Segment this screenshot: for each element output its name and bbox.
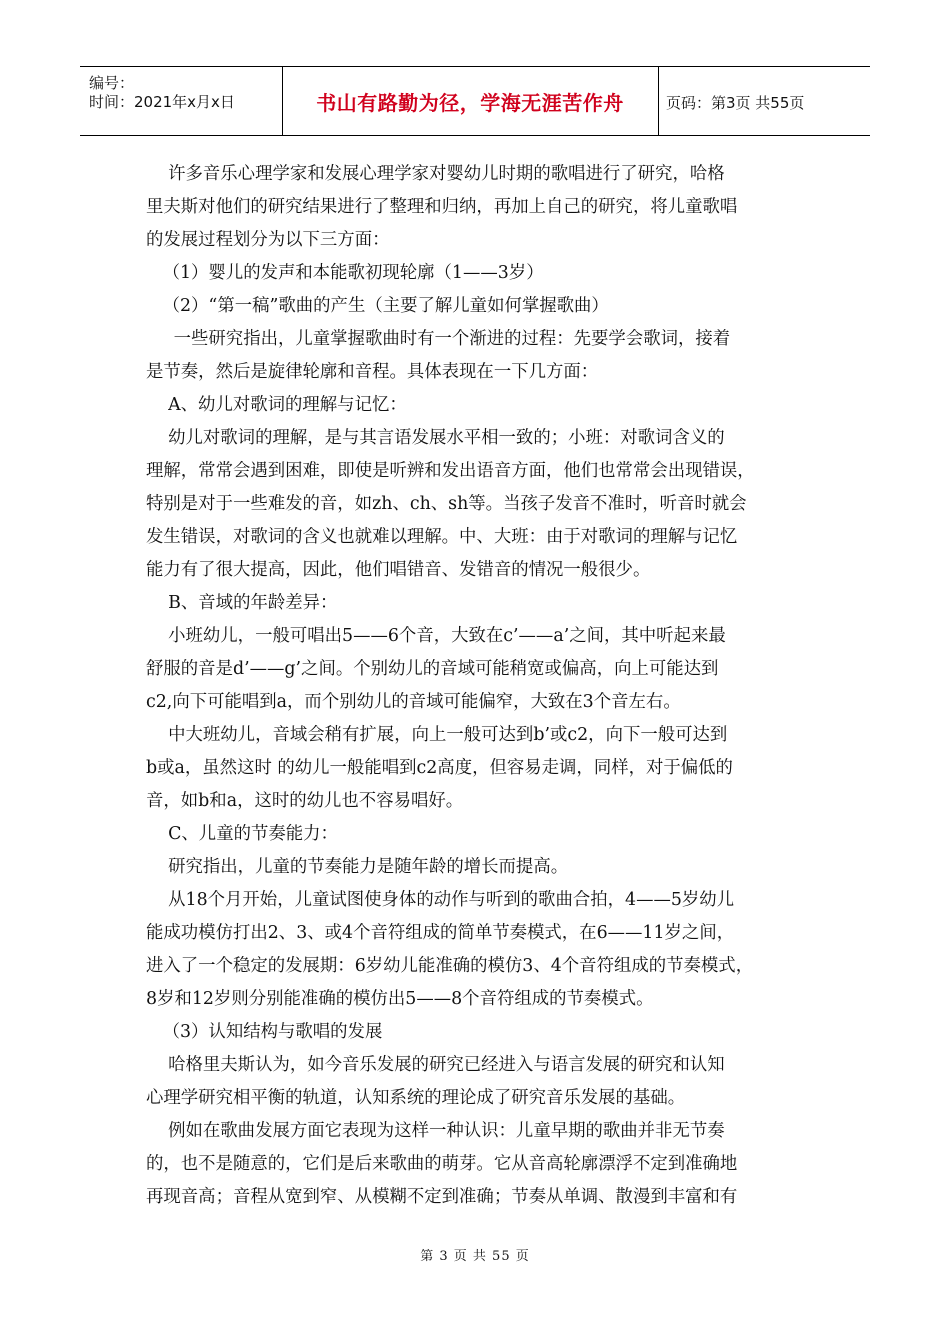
text-line: A、幼儿对歌词的理解与记忆： <box>146 395 407 415</box>
text-line: 中大班幼儿，音域会稍有扩展，向上一般可达到b’或c2，向下一般可达到 <box>146 725 728 745</box>
text-line: （3）认知结构与歌唱的发展 <box>146 1022 383 1042</box>
text-line: c2,向下可能唱到a，而个别幼儿的音域可能偏窄，大致在3个音左右。 <box>146 692 681 712</box>
text-line: 幼儿对歌词的理解，是与其言语发展水平相一致的；小班：对歌词含义的 <box>146 428 725 448</box>
text-line: C、儿童的节奏能力： <box>146 824 338 844</box>
header-meta <box>80 67 282 135</box>
text-line: 从18个月开始，儿童试图使身体的动作与听到的歌曲合拍，4——5岁幼儿 <box>146 890 735 910</box>
text-line: 理解，常常会遇到困难，即使是听辨和发出语音方面，他们也常常会出现错误， <box>146 461 755 481</box>
text-line: 心理学研究相平衡的轨道，认知系统的理论成了研究音乐发展的基础。 <box>146 1088 686 1108</box>
text-line: 的，也不是随意的，它们是后来歌曲的萌芽。它从音高轮廓漂浮不定到准确地 <box>146 1154 738 1174</box>
text-line: 能力有了很大提高，因此，他们唱错音、发错音的情况一般很少。 <box>146 560 651 580</box>
header-divider <box>658 67 659 135</box>
date-label: 时间：2021年x月x日 <box>89 93 235 111</box>
text-line: 进入了一个稳定的发展期：6岁幼儿能准确的模仿3、4个音符组成的节奏模式， <box>146 956 754 976</box>
header-motto: 书山有路勤为径，学海无涯苦作舟 <box>316 90 624 115</box>
page-header <box>80 66 870 136</box>
text-line: 的发展过程划分为以下三方面： <box>146 230 390 250</box>
page-footer: 第 3 页 共 55 页 <box>420 1249 530 1264</box>
text-line: 是节奏，然后是旋律轮廓和音程。具体表现在一下几方面： <box>146 362 599 382</box>
document-body <box>146 158 808 1214</box>
text-line: 许多音乐心理学家和发展心理学家对婴幼儿时期的歌唱进行了研究，哈格 <box>146 164 725 184</box>
text-line: （2）“第一稿”歌曲的产生（主要了解儿童如何掌握歌曲） <box>146 296 609 316</box>
text-line: 例如在歌曲发展方面它表现为这样一种认识：儿童早期的歌曲并非无节奏 <box>146 1121 725 1141</box>
text-line: 里夫斯对他们的研究结果进行了整理和归纳，再加上自己的研究，将儿童歌唱 <box>146 197 738 217</box>
text-line: 一些研究指出，儿童掌握歌曲时有一个渐进的过程：先要学会歌词，接着 <box>146 329 731 349</box>
text-line: 能成功模仿打出2、3、或4个音符组成的简单节奏模式，在6——11岁之间， <box>146 923 735 943</box>
text-line: b或a，虽然这时 的幼儿一般能唱到c2高度，但容易走调，同样，对于偏低的 <box>146 758 733 778</box>
text-line: 舒服的音是d’——g’之间。个别幼儿的音域可能稍宽或偏高，向上可能达到 <box>146 659 719 679</box>
text-line: 再现音高；音程从宽到窄、从模糊不定到准确；节奏从单调、散漫到丰富和有 <box>146 1187 738 1207</box>
text-line: （1）婴儿的发声和本能歌初现轮廓（1——3岁） <box>146 263 544 283</box>
text-line: 特别是对于一些难发的音，如zh、ch、sh等。当孩子发音不准时，听音时就会 <box>146 494 747 514</box>
text-line: 音，如b和a，这时的幼儿也不容易唱好。 <box>146 791 464 811</box>
text-line: B、音域的年龄差异： <box>146 593 338 613</box>
text-line: 发生错误，对歌词的含义也就难以理解。中、大班：由于对歌词的理解与记忆 <box>146 527 738 547</box>
text-line: 哈格里夫斯认为，如今音乐发展的研究已经进入与语言发展的研究和认知 <box>146 1055 725 1075</box>
text-line: 研究指出，儿童的节奏能力是随年龄的增长而提高。 <box>146 857 569 877</box>
header-page-info: 页码：第3页 共55页 <box>666 94 805 112</box>
text-line: 8岁和12岁则分别能准确的模仿出5——8个音符组成的节奏模式。 <box>146 989 654 1009</box>
text-line: 小班幼儿，一般可唱出5——6个音，大致在c’——a’之间，其中听起来最 <box>146 626 726 646</box>
number-label: 编号： <box>89 74 135 92</box>
